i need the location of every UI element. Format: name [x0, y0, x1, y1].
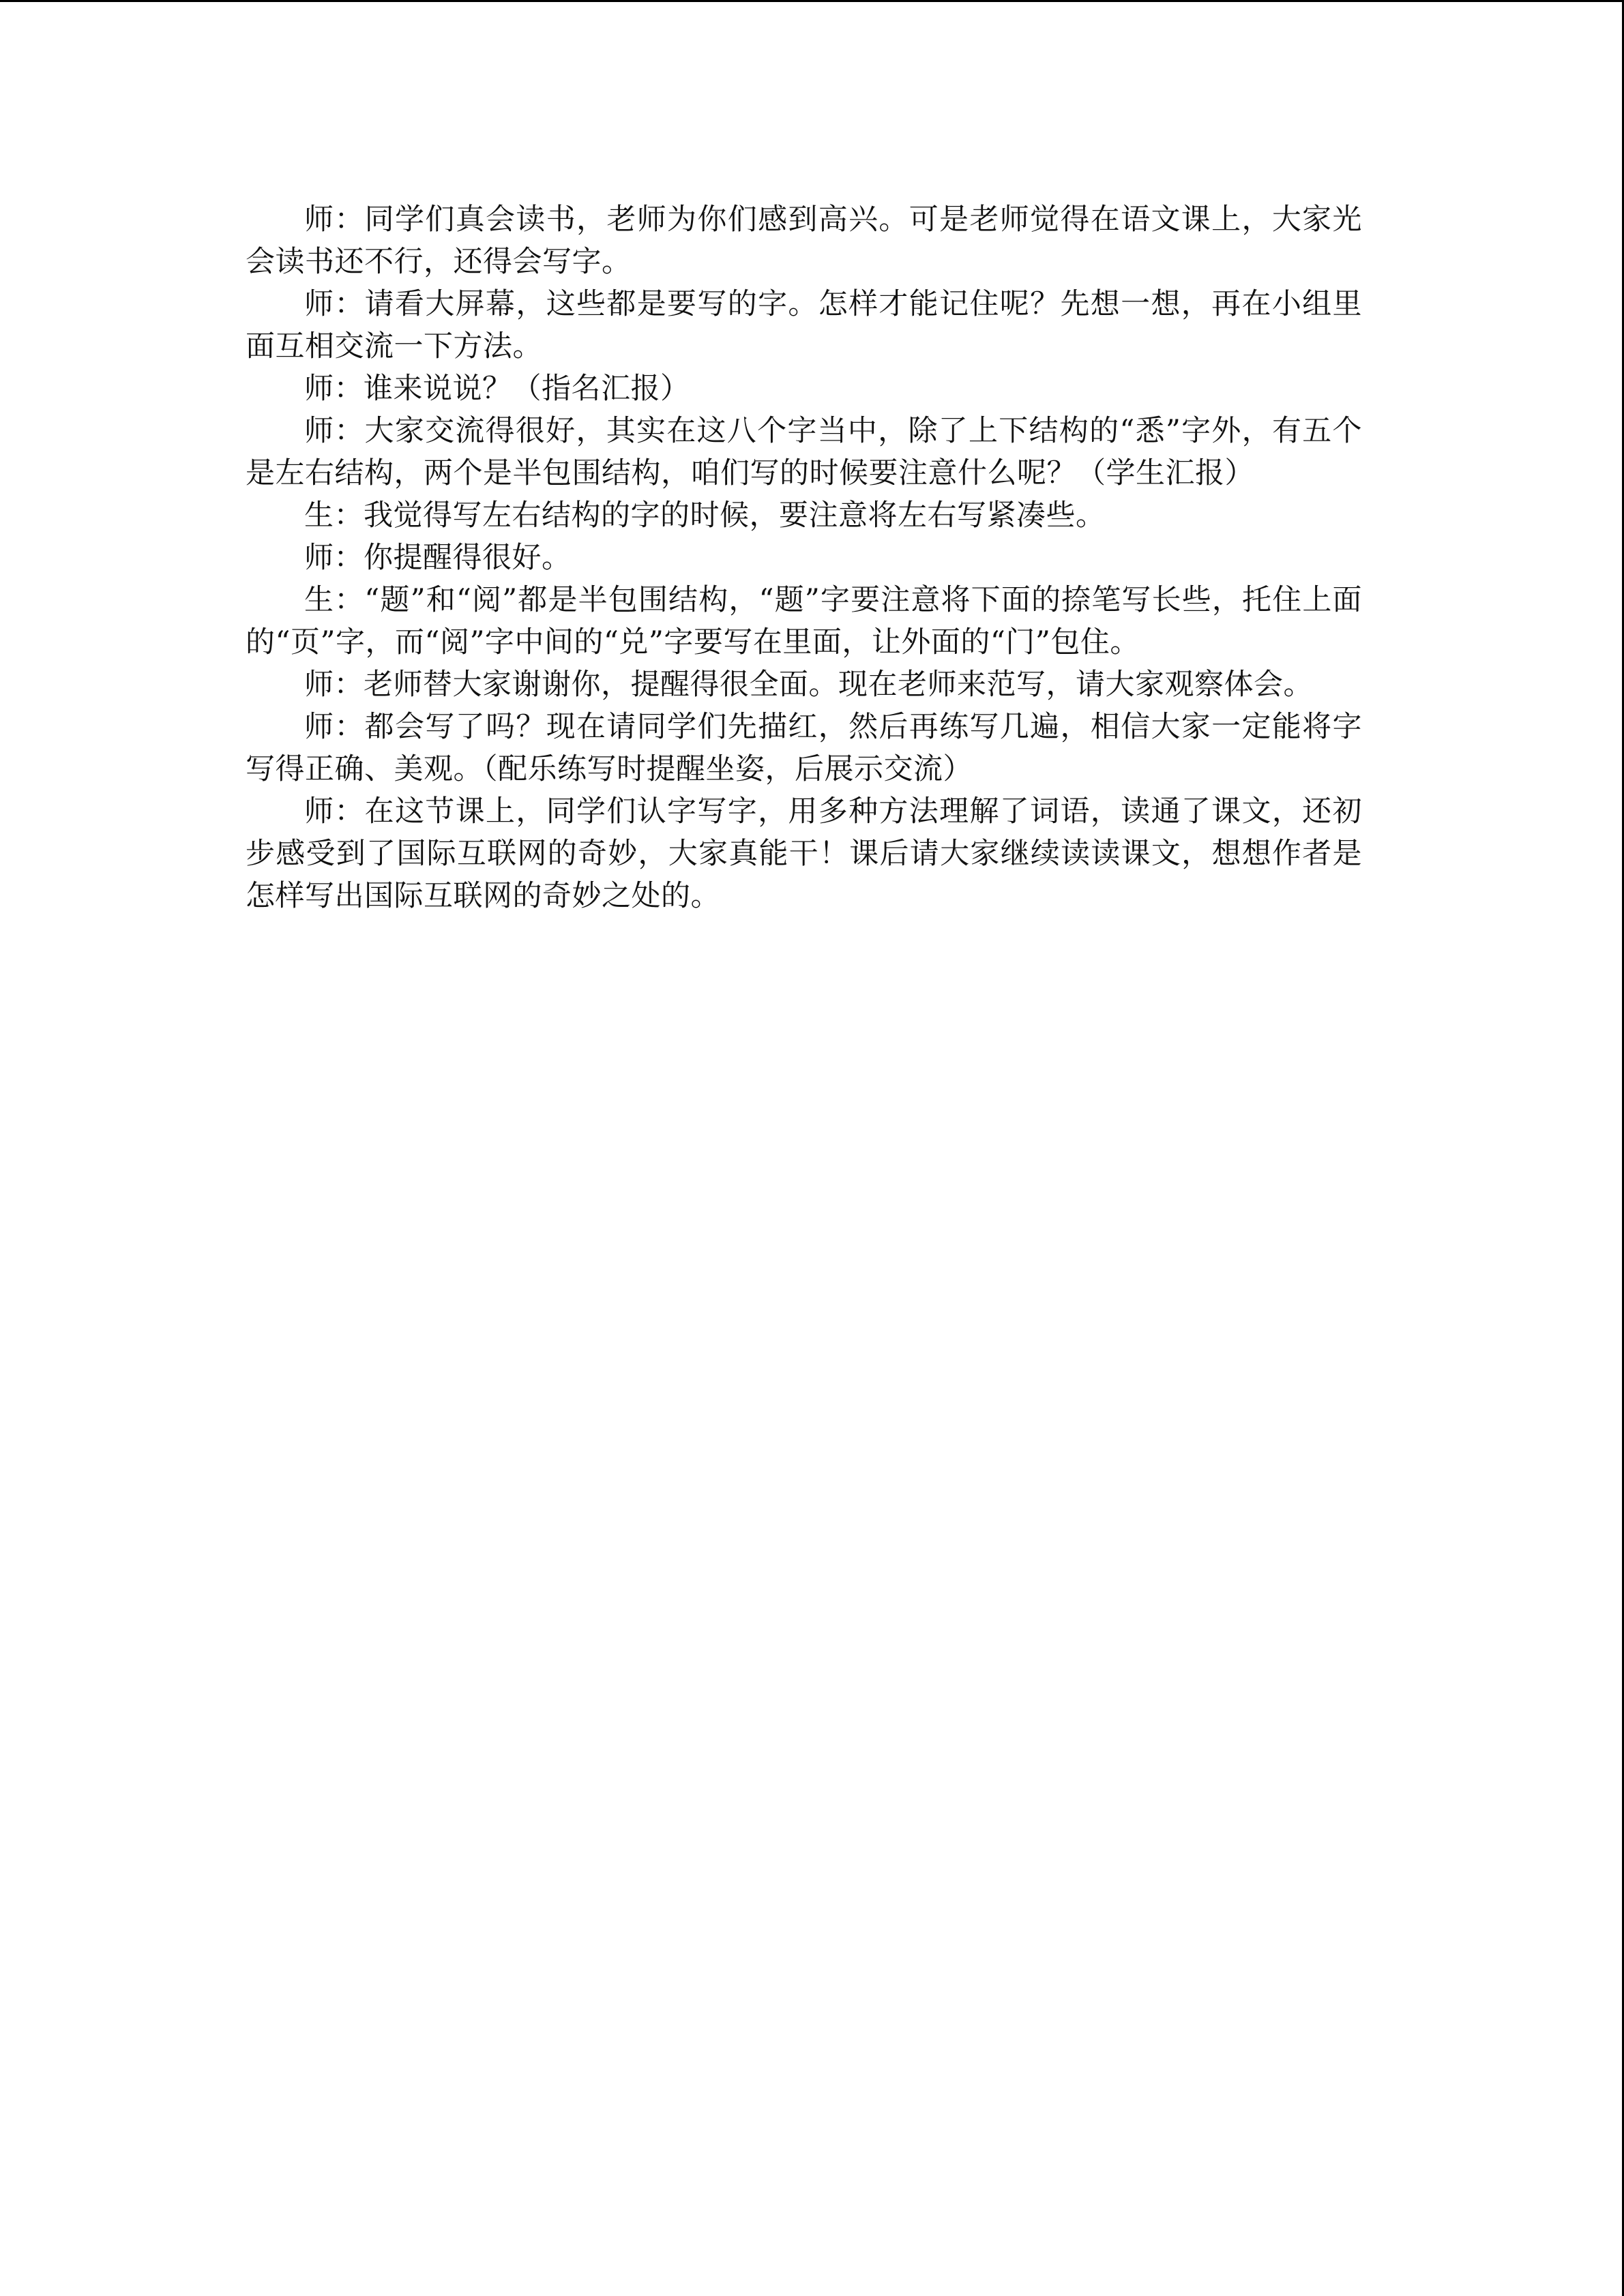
paragraph-10: 师：在这节课上，同学们认字写字，用多种方法理解了词语，读通了课文，还初步感受到了国际互联网的奇妙，大家真能干！课后请大家继续读读课文，想想作者是怎样写出国际互联网的奇妙之处的。: [246, 794, 1362, 913]
paragraph-4: 师：大家交流得很好，其实在这八个字当中，除了上下结构的“悉”字外，有五个是左右结构，两个是半包围结构，咱们写的时候要注意什么呢？（学生汇报）: [246, 414, 1362, 490]
paragraph-3: 师：谁来说说？（指名汇报）: [304, 372, 690, 406]
paragraph-9: 师：都会写了吗？现在请同学们先描红，然后再练写几遍，相信大家一定能将字写得正确、美观。（配乐练写时提醒坐姿，后展示交流）: [246, 710, 1362, 786]
paragraph-6: 师：你提醒得很好。: [304, 541, 572, 575]
paragraph-1: 师：同学们真会读书，老师为你们感到高兴。可是老师觉得在语文课上，大家光会读书还不行，还得会写字。: [246, 203, 1362, 279]
paragraph-8: 师：老师替大家谢谢你，提醒得很全面。现在老师来范写，请大家观察体会。: [304, 668, 1313, 702]
paragraph-5: 生：我觉得写左右结构的字的时候，要注意将左右写紧凑些。: [304, 498, 1106, 533]
paragraph-2: 师：请看大屏幕，这些都是要写的字。怎样才能记住呢？先想一想，再在小组里面互相交流一下方法。: [246, 287, 1362, 363]
paragraph-7: 生：“题”和“阅”都是半包围结构，“题”字要注意将下面的捺笔写长些，托住上面的“页”字，而“阅”字中间的“兑”字要写在里面，让外面的“门”包住。: [246, 583, 1362, 659]
lesson-transcript: [246, 198, 1362, 917]
